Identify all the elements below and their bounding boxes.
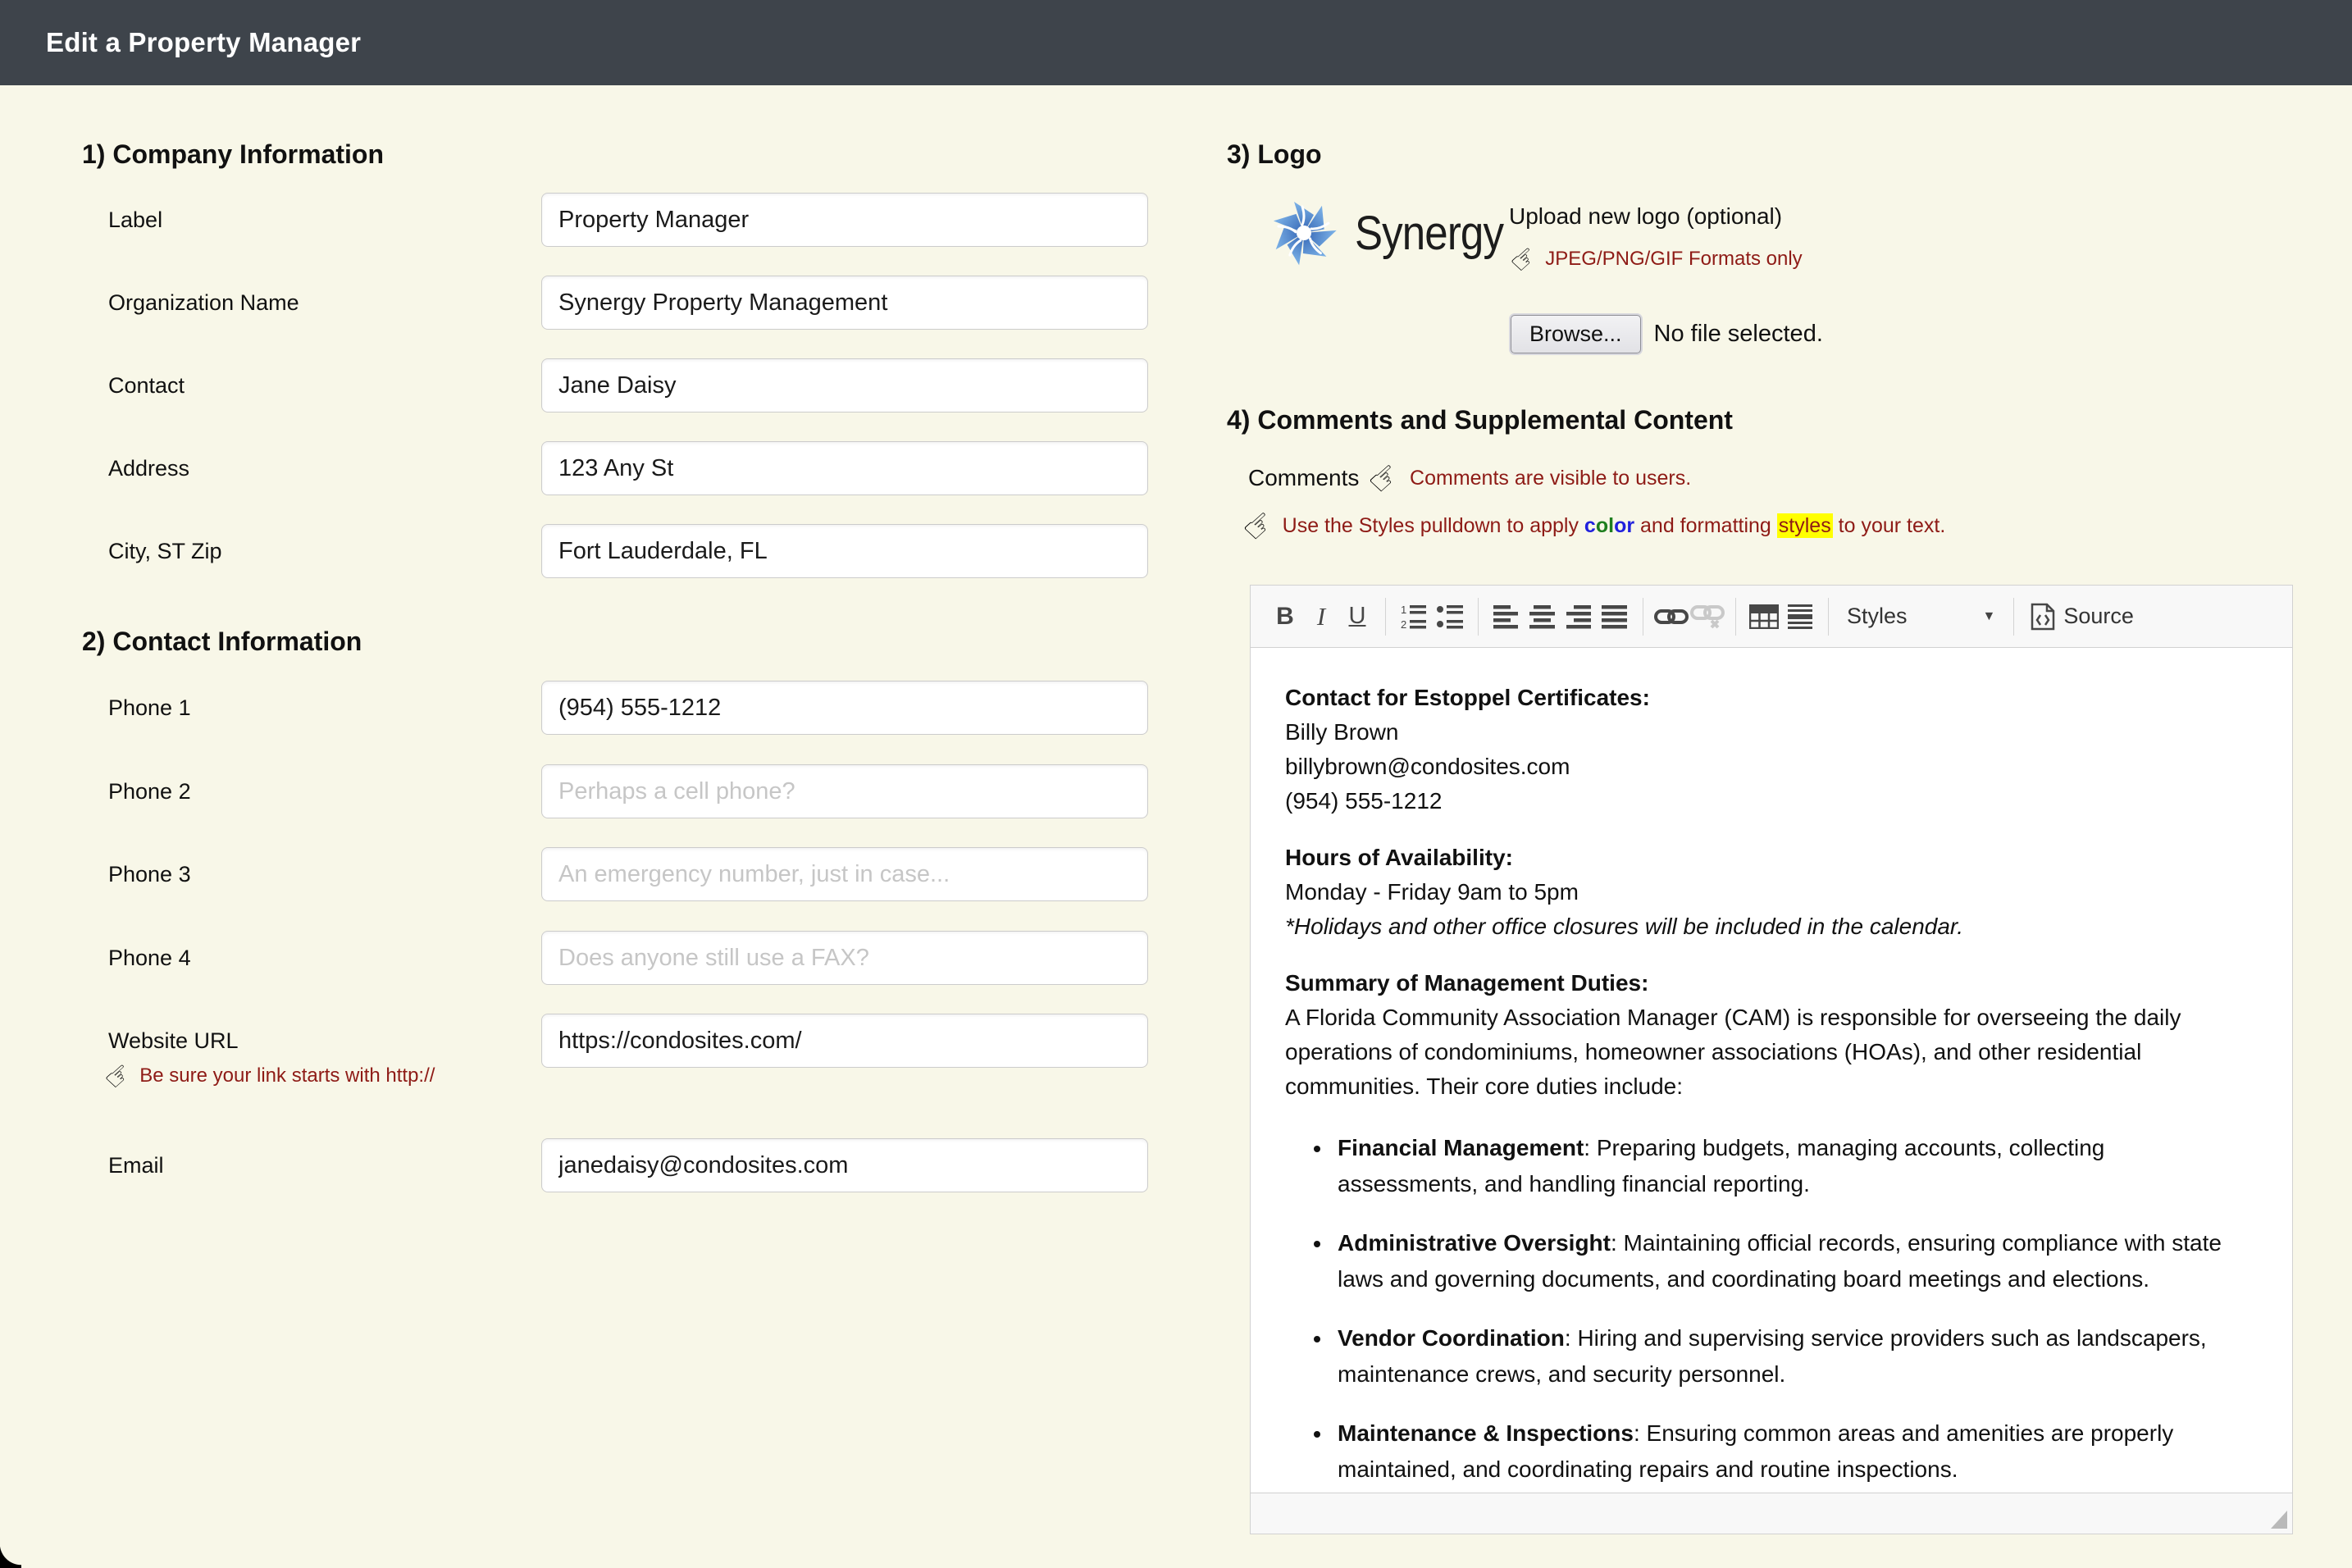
no-file-selected-text: No file selected. bbox=[1653, 321, 1823, 347]
contact-input[interactable] bbox=[541, 358, 1148, 413]
field-label-organization-name: Organization Name bbox=[108, 290, 299, 315]
paragraph-group: Contact for Estoppel Certificates: Billy Brown billybrown@condosites.com (954) 555-1212 bbox=[1285, 685, 1650, 814]
toolbar-divider bbox=[1828, 598, 1829, 636]
comments-label: Comments bbox=[1248, 465, 1360, 490]
field-label-phone2: Phone 2 bbox=[108, 779, 191, 804]
page-title: Edit a Property Manager bbox=[46, 27, 362, 57]
current-logo bbox=[1266, 195, 1524, 271]
unlink-button[interactable] bbox=[1689, 595, 1725, 638]
list-item: • Vendor Coordination: Hiring and supervising service providers such as landscapers, maintenance crews, and security personnel. bbox=[1333, 1320, 2246, 1393]
toolbar-divider bbox=[1735, 598, 1736, 636]
logo-wordmark: Synergy bbox=[1355, 206, 1504, 260]
comments-note-line bbox=[1248, 453, 1692, 503]
color-word-letter: c bbox=[1584, 513, 1596, 537]
list-item: • Administrative Oversight: Maintaining official records, ensuring compliance with state laws and governing documents, and coordinating board meetings and elections. bbox=[1333, 1225, 2246, 1297]
paragraph-group: Summary of Management Duties: A Florida Community Association Manager (CAM) is responsible for overseeing the daily operations of condominiums, homeowner associations (HOAs), and other residential communities. Their core duties include: bbox=[1285, 970, 2181, 1099]
field-label-phone3: Phone 3 bbox=[108, 862, 191, 887]
svg-text:1: 1 bbox=[1401, 603, 1407, 616]
section-heading-contact-info: 2) Contact Information bbox=[82, 627, 362, 656]
align-center-button[interactable] bbox=[1525, 595, 1561, 638]
pointing-hand-icon: ☞ bbox=[1360, 453, 1409, 503]
logo-formats-note-text: JPEG/PNG/GIF Formats only bbox=[1545, 248, 1803, 270]
website-url-note-text: Be sure your link starts with http:// bbox=[139, 1064, 435, 1087]
link-button[interactable] bbox=[1653, 595, 1689, 638]
align-right-button[interactable] bbox=[1561, 595, 1597, 638]
phone4-input[interactable] bbox=[541, 931, 1148, 985]
editor-content-area[interactable] bbox=[1251, 648, 2292, 1493]
editor-toolbar bbox=[1251, 586, 2292, 648]
rich-text-editor bbox=[1250, 585, 2293, 1534]
bold-button[interactable]: B bbox=[1276, 602, 1294, 630]
website-url-note bbox=[97, 1054, 435, 1097]
window-corner bbox=[0, 1543, 21, 1568]
underline-button[interactable]: U bbox=[1348, 603, 1366, 629]
styles-note-text: Use the Styles pulldown to apply color and formatting styles to your text. bbox=[1282, 513, 1946, 537]
label-input[interactable] bbox=[541, 193, 1148, 247]
source-button[interactable] bbox=[2024, 595, 2140, 638]
color-word-letter: o bbox=[1595, 513, 1609, 537]
website-url-input[interactable] bbox=[541, 1014, 1148, 1068]
toolbar-divider bbox=[1385, 598, 1386, 636]
toolbar-divider bbox=[2013, 598, 2014, 636]
field-label-contact: Contact bbox=[108, 373, 185, 398]
color-word-letter: o bbox=[1614, 513, 1627, 537]
bulleted-list-button[interactable] bbox=[1432, 595, 1468, 638]
phone3-input[interactable] bbox=[541, 847, 1148, 901]
numbered-list-button[interactable] bbox=[1396, 595, 1432, 638]
field-label-city-st-zip: City, ST Zip bbox=[108, 539, 222, 563]
list-item: • Financial Management: Preparing budgets, managing accounts, collecting assessments, and handling financial reporting. bbox=[1333, 1130, 2246, 1202]
justify-button[interactable] bbox=[1597, 595, 1633, 638]
section-heading-company-info: 1) Company Information bbox=[82, 139, 385, 169]
list-item: • Maintenance & Inspections: Ensuring common areas and amenities are properly maintained, and coordinating repairs and routine inspections. bbox=[1333, 1415, 2246, 1488]
source-button-label: Source bbox=[2063, 604, 2134, 628]
pointing-hand-icon: ☞ bbox=[1233, 500, 1283, 550]
styles-dropdown[interactable] bbox=[1839, 595, 2003, 638]
field-label-website-url: Website URL bbox=[108, 1028, 239, 1053]
align-left-button[interactable] bbox=[1488, 595, 1525, 638]
resize-handle[interactable] bbox=[2271, 1511, 2287, 1529]
duties-list bbox=[1285, 1130, 2246, 1488]
field-label-label: Label bbox=[108, 207, 163, 232]
browse-button[interactable]: Browse... bbox=[1511, 315, 1641, 353]
address-input[interactable] bbox=[541, 441, 1148, 495]
horizontal-line-button[interactable] bbox=[1782, 595, 1818, 638]
pointing-hand-icon: ☞ bbox=[97, 1054, 139, 1097]
styles-dropdown-label: Styles bbox=[1847, 604, 1908, 628]
color-word-letter: r bbox=[1626, 513, 1635, 537]
logo-file-input bbox=[1511, 315, 1823, 353]
highlighted-styles-word: styles bbox=[1778, 513, 1831, 537]
styles-note-line bbox=[1233, 500, 1946, 550]
field-label-email: Email bbox=[108, 1153, 164, 1178]
phone2-input[interactable] bbox=[541, 764, 1148, 818]
upload-logo-label: Upload new logo (optional) bbox=[1509, 203, 1783, 229]
section-heading-logo: 3) Logo bbox=[1227, 139, 1322, 169]
pointing-hand-icon: ☞ bbox=[1502, 237, 1545, 280]
organization-name-input[interactable] bbox=[541, 276, 1148, 330]
synergy-pinwheel-icon bbox=[1266, 195, 1342, 271]
phone1-input[interactable] bbox=[541, 681, 1148, 735]
field-label-address: Address bbox=[108, 456, 190, 481]
header-bar bbox=[0, 0, 2352, 85]
editor-bottom-bar bbox=[1251, 1493, 2292, 1534]
email-input[interactable] bbox=[541, 1138, 1148, 1192]
field-label-phone1: Phone 1 bbox=[108, 695, 191, 720]
comments-visibility-note: Comments are visible to users. bbox=[1410, 466, 1692, 490]
city-st-zip-input[interactable] bbox=[541, 524, 1148, 578]
section-heading-comments: 4) Comments and Supplemental Content bbox=[1227, 405, 1733, 435]
insert-table-button[interactable] bbox=[1746, 595, 1782, 638]
italic-button[interactable]: I bbox=[1316, 601, 1326, 631]
chevron-down-icon: ▼ bbox=[1982, 609, 1996, 623]
paragraph-group: Hours of Availability: Monday - Friday 9am to 5pm *Holidays and other office closures will be included in the calendar. bbox=[1285, 845, 1963, 939]
field-label-phone4: Phone 4 bbox=[108, 946, 191, 970]
logo-formats-note bbox=[1502, 237, 1803, 280]
color-word-letter: l bbox=[1608, 513, 1615, 537]
toolbar-divider bbox=[1478, 598, 1479, 636]
svg-text:2: 2 bbox=[1401, 618, 1407, 631]
source-page-icon bbox=[2031, 603, 2055, 631]
